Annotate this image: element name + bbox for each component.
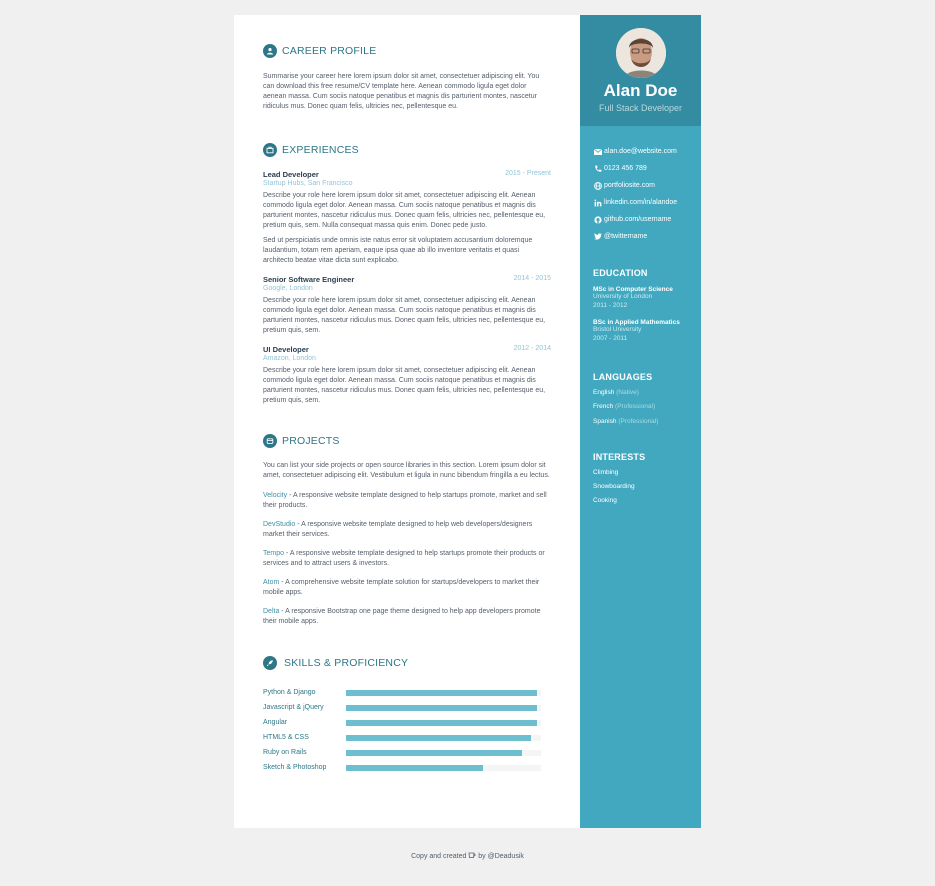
education-degree: BSc in Applied Mathematics <box>593 319 680 326</box>
avatar <box>616 28 666 78</box>
footer-text-before: Copy and created <box>411 853 469 860</box>
skill-name: Javascript & jQuery <box>263 704 324 711</box>
project-link[interactable]: Velocity <box>263 492 288 499</box>
skill-name: Ruby on Rails <box>263 749 307 756</box>
main-column <box>234 15 580 828</box>
skill-bar-fill <box>346 720 537 726</box>
skill-item <box>263 745 551 760</box>
contact-twitter-text: @twittername <box>604 233 648 240</box>
language-level: (Professional) <box>615 403 656 411</box>
language-item <box>593 418 688 432</box>
skill-bar-fill <box>346 690 537 696</box>
envelope-icon <box>593 147 602 156</box>
project-item <box>263 549 551 569</box>
job-time: 2012 - 2014 <box>513 345 551 352</box>
interest-item: Climbing <box>593 468 619 476</box>
project-link[interactable]: Atom <box>263 579 280 586</box>
skills-title: SKILLS & PROFICIENCY <box>284 657 409 669</box>
interests-title: INTERESTS <box>593 451 646 462</box>
projects-intro: You can list your side projects or open source libraries in this section. Lorem ipsum dolor sit amet, consectetuer adipiscing elit. Vestibulum et ligula in nunc bibendum fringilla a eu lectus. <box>263 462 550 479</box>
project-link[interactable]: DevStudio <box>263 521 296 528</box>
interest-item: Snowboarding <box>593 483 635 491</box>
skill-bar-track <box>346 750 541 756</box>
profile-tagline: Full Stack Developer <box>598 103 683 113</box>
job-title: Lead Developer <box>263 170 319 179</box>
job-company: Google, London <box>263 285 313 292</box>
skills-header <box>263 655 551 671</box>
skill-name: Python & Django <box>263 689 316 696</box>
archive-icon <box>263 434 277 448</box>
career-profile-header <box>263 43 551 59</box>
skill-name: Angular <box>263 719 288 726</box>
job-company: Amazon, London <box>263 355 316 362</box>
skill-bar-track <box>346 735 541 741</box>
globe-icon <box>593 181 602 190</box>
job-title: UI Developer <box>263 345 309 354</box>
experience-item <box>263 345 551 406</box>
contact-github-text: github.com/username <box>604 216 672 223</box>
briefcase-icon <box>263 143 277 157</box>
job-description: Describe your role here lorem ipsum dolor sit amet, consectetuer adipiscing elit. Aenean commodo ligula eget dolor. Aenean massa. Cum sociis natoque penatibus et magnis dis parturient montes, nascetur ridiculus mus. Donec quam felis, ultricies nec, pellentesque eu, pretium quis, sem. Nulla consequat massa quis enim. Donec pede justo. <box>263 192 546 229</box>
skill-bar-fill <box>346 765 483 771</box>
job-description-extra: Sed ut perspiciatis unde omnis iste natus error sit voluptatem accusantium doloremque laudantium, totam rem aperiam, eaque ipsa quae ab illo inventore veritatis et quasi architecto beatae vitae dicta sunt explicabo. <box>263 237 533 264</box>
user-icon <box>263 44 277 58</box>
language-level: (Native) <box>616 389 639 396</box>
language-name: English <box>593 389 615 396</box>
contact-phone[interactable] <box>593 160 701 177</box>
language-item <box>593 389 688 403</box>
project-item <box>263 578 551 598</box>
education-time: 2011 - 2012 <box>593 301 628 309</box>
skill-bar-track <box>346 720 541 726</box>
skill-item <box>263 760 551 775</box>
experiences-header <box>263 142 551 158</box>
footer-text-after: by @Deadusik <box>476 853 524 860</box>
skill-item <box>263 685 551 700</box>
skill-bar-track <box>346 765 541 771</box>
job-time: 2014 - 2015 <box>513 275 551 282</box>
project-description: - A responsive Bootstrap one page theme designed to help app developers promote their mobile apps. <box>263 608 541 625</box>
education-school: University of London <box>593 293 653 300</box>
contact-phone-text: 0123 456 789 <box>604 165 647 172</box>
skills-list <box>263 685 551 775</box>
skill-item <box>263 715 551 730</box>
education-school: Bristol University <box>593 326 642 333</box>
career-profile-title: CAREER PROFILE <box>282 45 377 57</box>
twitter-icon <box>593 232 602 241</box>
project-link[interactable]: Delta <box>263 608 280 615</box>
contact-website-text: portfoliosite.com <box>604 182 655 189</box>
contact-email[interactable] <box>593 143 701 160</box>
project-description: - A comprehensive website template solution for startups/developers to market their mobile apps. <box>263 579 540 596</box>
phone-icon <box>593 164 602 173</box>
education-title: EDUCATION <box>593 268 648 278</box>
contact-linkedin-text: linkedin.com/in/alandoe <box>604 199 678 206</box>
skill-name: Sketch & Photoshop <box>263 764 327 771</box>
experience-item <box>263 275 551 336</box>
education-item <box>593 286 688 310</box>
skill-bar-track <box>346 705 541 711</box>
project-description: - A responsive website template designed to help web developers/designers market their services. <box>263 521 533 538</box>
skill-bar-track <box>346 690 541 696</box>
interests-section <box>580 452 701 512</box>
skill-item <box>263 730 551 745</box>
project-link[interactable]: Tempo <box>263 550 285 557</box>
career-summary: Summarise your career here lorem ipsum dolor sit amet, consectetuer adipiscing elit. You can download this free resume/CV template here. Aenean commodo ligula eget dolor aenean massa. Cum sociis natoque penatibus et magnis dis parturient montes, nascetur ridiculus mus. Donec quam felis, ultricies nec, pellentesque eu. <box>263 73 540 110</box>
education-time: 2007 - 2011 <box>593 334 628 342</box>
profile-block <box>580 15 701 126</box>
project-description: - A responsive website template designed to help startups promote their products or services and to attract users & investors. <box>263 550 545 567</box>
project-item <box>263 607 551 627</box>
contact-linkedin[interactable] <box>593 194 701 211</box>
contact-list <box>580 126 701 245</box>
education-item <box>593 319 688 343</box>
skill-name: HTML5 & CSS <box>263 734 309 741</box>
experiences-title: EXPERIENCES <box>282 144 359 156</box>
contact-email-text: alan.doe@website.com <box>604 148 677 155</box>
footer <box>0 852 935 860</box>
language-name: French <box>593 403 614 411</box>
job-company: Startup Hubs, San Francisco <box>263 180 353 187</box>
projects-title: PROJECTS <box>282 435 340 447</box>
linkedin-icon <box>593 198 602 207</box>
job-description: Describe your role here lorem ipsum dolor sit amet, consectetuer adipiscing elit. Aenean commodo ligula eget dolor. Aenean massa. Cum sociis natoque penatibus et magnis dis parturient montes, nascetur ridiculus mus. Donec quam felis, ultricies nec, pellentesque eu, pretium quis, sem. <box>263 367 546 404</box>
language-item <box>593 403 688 417</box>
skill-bar-fill <box>346 750 522 756</box>
github-icon <box>593 215 602 224</box>
rocket-icon <box>263 656 277 670</box>
job-time: 2015 - Present <box>505 170 551 177</box>
project-item <box>263 491 551 511</box>
resume-page <box>234 15 701 828</box>
sidebar <box>580 15 701 828</box>
experience-item <box>263 170 551 266</box>
interest-item: Cooking <box>593 497 617 505</box>
job-title: Senior Software Engineer <box>263 275 355 284</box>
education-degree: MSc in Computer Science <box>593 286 673 293</box>
skill-bar-fill <box>346 735 531 741</box>
projects-header <box>263 433 551 449</box>
language-level: (Professional) <box>618 417 659 425</box>
languages-section <box>580 372 701 432</box>
skill-item <box>263 700 551 715</box>
skill-bar-fill <box>346 705 537 711</box>
education-section <box>580 268 701 343</box>
contact-website[interactable] <box>593 177 701 194</box>
contact-twitter[interactable] <box>593 228 701 245</box>
languages-title: LANGUAGES <box>593 372 653 382</box>
project-description: - A responsive website template designed to help startups promote, market and sell their products. <box>263 492 547 509</box>
profile-name: Alan Doe <box>603 81 678 100</box>
job-description: Describe your role here lorem ipsum dolor sit amet, consectetuer adipiscing elit. Aenean commodo ligula eget dolor. Aenean massa. Cum sociis natoque penatibus et magnis dis parturient montes, nascetur ridiculus mus. Donec quam felis, ultricies nec, pellentesque eu, pretium quis, sem. <box>263 297 546 334</box>
project-item <box>263 520 551 540</box>
language-name: Spanish <box>593 417 617 425</box>
contact-github[interactable] <box>593 211 701 228</box>
